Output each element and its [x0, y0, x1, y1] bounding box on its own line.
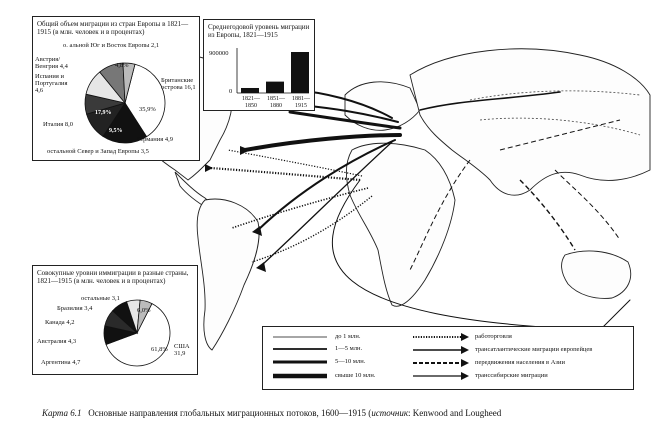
- pct-germany: 9,5%: [109, 128, 123, 134]
- bar-y-tick-top: 900000: [209, 50, 229, 57]
- map-legend: [262, 326, 634, 390]
- flow-slave-trade-4: [228, 150, 362, 176]
- legend-swatch-siberia-arrow: [461, 372, 469, 380]
- label-austria-hungary: Австрия/Венгрия 4,4: [35, 56, 68, 70]
- pct-usa: 61,8%: [151, 346, 168, 353]
- caption-source: : Kenwood and Lougheed: [408, 408, 502, 418]
- label-spain-portugal: Испания и Португалия 4,6: [35, 73, 68, 94]
- legend-type-slave: работорговля: [475, 333, 512, 340]
- pct-mid: 8,3%: [121, 342, 135, 348]
- bar-category-label-2: 1881—1915: [292, 96, 310, 109]
- australia-landmass: [562, 251, 631, 298]
- label-germany: Германия 4,9: [137, 136, 173, 143]
- label-italy: Италия 8,0: [43, 121, 74, 128]
- legend-swatch-slave-arrow: [461, 333, 469, 341]
- south-america-landmass: [197, 199, 259, 350]
- caption-text: Основные направления глобальных миграционных потоков, 1600—1915 (: [88, 408, 372, 418]
- bar-y-tick-zero: 0: [229, 88, 233, 95]
- legend-swatch-atlantic-arrow: [461, 346, 469, 354]
- legend-type-siberia: транссибирские миграции: [475, 372, 548, 379]
- caption-prefix: Карта 6.1: [42, 408, 82, 418]
- label-argentina: Аргентина 4,7: [41, 359, 81, 366]
- label-usa: США 31,9: [174, 343, 190, 357]
- legend-label-3: 5—10 млн.: [335, 358, 366, 365]
- bar-0: [241, 88, 259, 93]
- label-brazil: Бразилия 3,4: [57, 305, 93, 312]
- africa-landmass: [346, 143, 455, 306]
- europe-emigration-panel: [32, 16, 200, 161]
- bar-category-label-0: 1821—1850: [242, 96, 260, 109]
- pct-britain: 35,9%: [139, 106, 156, 113]
- caption-source-label: источник: [371, 408, 409, 418]
- pct-small-slice: 4,8%: [115, 62, 129, 69]
- label-northwest-europe: остальной Север и Запад Европы 3,5: [47, 148, 149, 155]
- legend-type-asia: передвижения населения в Азии: [475, 359, 565, 366]
- arrowhead-caribbean: [205, 164, 213, 172]
- asia-landmass: [410, 49, 650, 195]
- legend-label-1: до 1 млн.: [335, 333, 361, 340]
- label-australia: Австралия 4,3: [37, 338, 77, 345]
- immigration-panel: [32, 265, 198, 375]
- legend-swatches: [263, 327, 633, 389]
- pct-other: 6,0%: [137, 307, 151, 314]
- legend-swatch-asia-arrow: [461, 359, 469, 367]
- legend-type-atlantic: трансатлантические миграции европейцев: [475, 346, 593, 353]
- label-canada: Канада 4,2: [45, 319, 75, 326]
- bar-1: [266, 82, 284, 93]
- legend-label-4: свыше 10 млн.: [335, 372, 376, 379]
- pct-small: 9,0%: [123, 357, 137, 363]
- label-south-east-europe: о. альной Юг и Восток Европы 2,1: [63, 42, 160, 49]
- label-britain: Британские острова 16,1: [161, 77, 196, 91]
- bar-2: [291, 52, 309, 93]
- flow-slave-trade-3: [252, 196, 372, 262]
- immigration-panel-title: Совокупные уровни иммиграции в разные страны, 1821—1915 (в млн. человек и в процентах): [37, 269, 189, 285]
- legend-label-2: 1—5 млн.: [335, 345, 363, 352]
- bar-category-label-1: 1851—1880: [267, 96, 285, 109]
- rate-panel-title: Среднегодовой уровень миграции из Европы, 1821—1915: [208, 23, 310, 39]
- migration-rate-panel: [203, 19, 315, 111]
- label-other-countries: остальные 3,1: [81, 295, 120, 302]
- map-caption: [42, 408, 501, 418]
- pct-italy: 17,9%: [95, 110, 112, 116]
- europe-panel-title: Общий объем миграции из стран Европы в 1821—1915 (в млн. человек и в процентах): [37, 20, 189, 36]
